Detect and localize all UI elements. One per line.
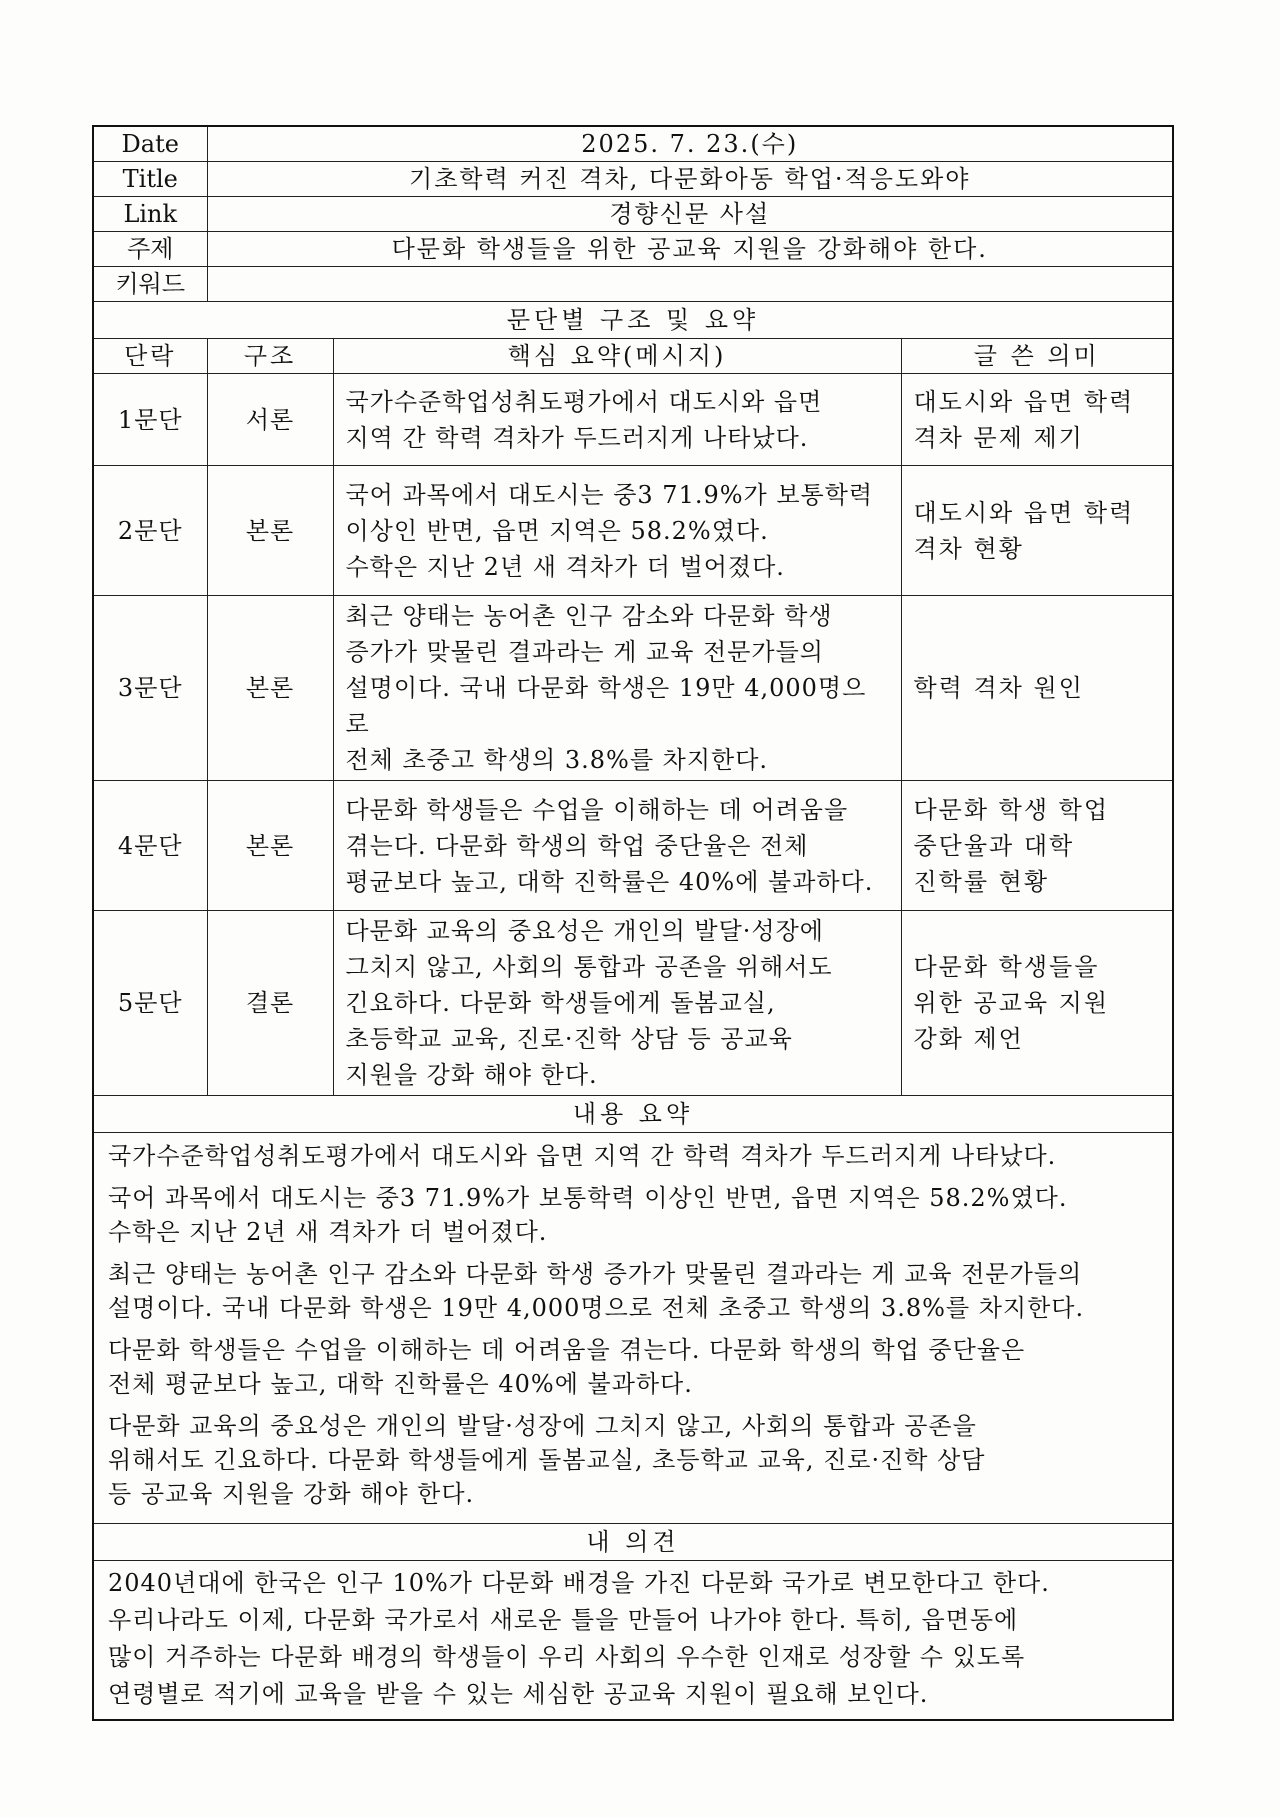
core-summary-line: 지원을 강화 해야 한다. xyxy=(345,1061,598,1089)
opinion-section-header xyxy=(93,1524,1173,1561)
summary-paragraph xyxy=(108,1409,1158,1511)
core-summary-line: 최근 양태는 농어촌 인구 감소와 다문화 학생 xyxy=(345,602,833,630)
core-summary-line: 국어 과목에서 대도시는 중3 71.9%가 보통학력 xyxy=(345,480,874,509)
column-header-core-summary: 핵심 요약(메시지) xyxy=(333,339,901,374)
core-summary-line: 그치지 않고, 사회의 통합과 공존을 위해서도 xyxy=(345,953,833,981)
summary-line: 다문화 학생들은 수업을 이해하는 데 어려움을 겪는다. 다문화 학생의 학업 중단율은 xyxy=(108,1336,1026,1364)
meaning-line: 대도시와 읍면 학력 xyxy=(913,498,1135,527)
paragraph-number: 4문단 xyxy=(93,781,207,911)
writing-meaning xyxy=(901,466,1173,596)
link-value: 경향신문 사설 xyxy=(207,197,1173,232)
summary-line: 위해서도 긴요하다. 다문화 학생들에게 돌봄교실, 초등학교 교육, 진로·진학 상담 xyxy=(108,1446,986,1474)
core-summary-line: 전체 초중고 학생의 3.8%를 차지한다. xyxy=(345,746,769,774)
writing-meaning xyxy=(901,781,1173,911)
core-summary-line: 초등학교 교육, 진로·진학 상담 등 공교육 xyxy=(345,1025,793,1053)
topic-value: 다문화 학생들을 위한 공교육 지원을 강화해야 한다. xyxy=(207,232,1173,267)
core-summary-line: 평균보다 높고, 대학 진학률은 40%에 불과하다. xyxy=(345,867,874,896)
structure-row xyxy=(93,911,1173,1096)
link-label: Link xyxy=(93,197,207,232)
content-summary xyxy=(93,1133,1173,1524)
summary-section-title: 내용 요약 xyxy=(93,1096,1173,1133)
opinion-line: 연령별로 적기에 교육을 받을 수 있는 세심한 공교육 지원이 필요해 보인다. xyxy=(108,1680,929,1708)
topic-row xyxy=(93,232,1173,267)
opinion-body-row xyxy=(93,1561,1173,1721)
structure-section-header xyxy=(93,302,1173,339)
core-summary-line: 국가수준학업성취도평가에서 대도시와 읍면 xyxy=(345,387,823,416)
column-header-meaning: 글 쓴 의미 xyxy=(901,339,1173,374)
meaning-line: 강화 제언 xyxy=(913,1025,1024,1053)
worksheet xyxy=(92,125,1172,1721)
date-value: 2025. 7. 23.(수) xyxy=(207,126,1173,162)
summary-paragraph xyxy=(108,1257,1158,1325)
opinion-line: 많이 거주하는 다문화 배경의 학생들이 우리 사회의 우수한 인재로 성장할 수 있도록 xyxy=(108,1643,1026,1671)
core-summary-line: 설명이다. 국내 다문화 학생은 19만 4,000명으로 xyxy=(345,674,867,738)
core-summary xyxy=(333,374,901,466)
meaning-line: 격차 현황 xyxy=(913,534,1024,563)
summary-line: 최근 양태는 농어촌 인구 감소와 다문화 학생 증가가 맞물린 결과라는 게 교육 전문가들의 xyxy=(108,1260,1083,1288)
meaning-line: 중단율과 대학 xyxy=(913,831,1075,860)
article-analysis-table xyxy=(92,125,1174,1721)
writing-meaning xyxy=(901,374,1173,466)
keyword-value xyxy=(207,267,1173,302)
core-summary-line: 긴요하다. 다문화 학생들에게 돌봄교실, xyxy=(345,989,776,1017)
title-value: 기초학력 커진 격차, 다문화아동 학업·적응도와야 xyxy=(207,162,1173,197)
meaning-line: 대도시와 읍면 학력 xyxy=(913,387,1135,416)
meaning-line: 진학률 현황 xyxy=(913,867,1050,896)
opinion-line: 우리나라도 이제, 다문화 국가로서 새로운 틀을 만들어 나가야 한다. 특히, 읍면동에 xyxy=(108,1606,1019,1634)
summary-paragraph xyxy=(108,1333,1158,1401)
structure-row xyxy=(93,466,1173,596)
opinion-line: 2040년대에 한국은 인구 10%가 다문화 배경을 가진 다문화 국가로 변모한다고 한다. xyxy=(108,1569,1050,1597)
core-summary-line: 수학은 지난 2년 새 격차가 더 벌어졌다. xyxy=(345,552,785,581)
paragraph-number: 1문단 xyxy=(93,374,207,466)
structure-row xyxy=(93,596,1173,781)
paragraph-number: 3문단 xyxy=(93,596,207,781)
topic-label: 주제 xyxy=(93,232,207,267)
keyword-row xyxy=(93,267,1173,302)
structure-type: 결론 xyxy=(207,911,333,1096)
meaning-line: 학력 격차 원인 xyxy=(913,674,1084,702)
summary-line: 국어 과목에서 대도시는 중3 71.9%가 보통학력 이상인 반면, 읍면 지역은 58.2%였다. xyxy=(108,1184,1068,1212)
summary-line: 등 공교육 지원을 강화 해야 한다. xyxy=(108,1480,475,1508)
writing-meaning xyxy=(901,596,1173,781)
structure-type: 본론 xyxy=(207,466,333,596)
column-header-paragraph: 단락 xyxy=(93,339,207,374)
date-label: Date xyxy=(93,126,207,162)
structure-type: 서론 xyxy=(207,374,333,466)
link-row xyxy=(93,197,1173,232)
summary-line: 설명이다. 국내 다문화 학생은 19만 4,000명으로 전체 초중고 학생의 3.8%를 차지한다. xyxy=(108,1294,1085,1322)
structure-section-title: 문단별 구조 및 요약 xyxy=(93,302,1173,339)
summary-paragraph xyxy=(108,1181,1158,1249)
column-header-structure: 구조 xyxy=(207,339,333,374)
summary-section-header xyxy=(93,1096,1173,1133)
paragraph-number: 2문단 xyxy=(93,466,207,596)
title-row xyxy=(93,162,1173,197)
core-summary-line: 지역 간 학력 격차가 두드러지게 나타났다. xyxy=(345,423,809,452)
meaning-line: 다문화 학생 학업 xyxy=(913,795,1110,824)
opinion-section-title: 내 의견 xyxy=(93,1524,1173,1561)
meaning-line: 격차 문제 제기 xyxy=(913,423,1084,452)
writing-meaning xyxy=(901,911,1173,1096)
core-summary xyxy=(333,466,901,596)
my-opinion xyxy=(93,1561,1173,1721)
summary-line: 전체 평균보다 높고, 대학 진학률은 40%에 불과하다. xyxy=(108,1370,693,1398)
structure-type: 본론 xyxy=(207,781,333,911)
summary-line: 국가수준학업성취도평가에서 대도시와 읍면 지역 간 학력 격차가 두드러지게 나타났다. xyxy=(108,1142,1057,1170)
core-summary-line: 증가가 맞물린 결과라는 게 교육 전문가들의 xyxy=(345,638,824,666)
summary-body-row xyxy=(93,1133,1173,1524)
summary-line: 다문화 교육의 중요성은 개인의 발달·성장에 그치지 않고, 사회의 통합과 공존을 xyxy=(108,1412,977,1440)
structure-row xyxy=(93,374,1173,466)
paragraph-number: 5문단 xyxy=(93,911,207,1096)
core-summary-line: 다문화 교육의 중요성은 개인의 발달·성장에 xyxy=(345,917,824,945)
structure-row xyxy=(93,781,1173,911)
summary-paragraph xyxy=(108,1139,1158,1173)
core-summary xyxy=(333,911,901,1096)
structure-type: 본론 xyxy=(207,596,333,781)
structure-column-headers xyxy=(93,339,1173,374)
summary-line: 수학은 지난 2년 새 격차가 더 벌어졌다. xyxy=(108,1218,548,1246)
date-row xyxy=(93,126,1173,162)
core-summary xyxy=(333,781,901,911)
core-summary-line: 겪는다. 다문화 학생의 학업 중단율은 전체 xyxy=(345,831,809,860)
meaning-line: 다문화 학생들을 xyxy=(913,953,1100,981)
core-summary xyxy=(333,596,901,781)
title-label: Title xyxy=(93,162,207,197)
meaning-line: 위한 공교육 지원 xyxy=(913,989,1110,1017)
core-summary-line: 이상인 반면, 읍면 지역은 58.2%였다. xyxy=(345,516,769,545)
core-summary-line: 다문화 학생들은 수업을 이해하는 데 어려움을 xyxy=(345,795,849,824)
keyword-label: 키워드 xyxy=(93,267,207,302)
